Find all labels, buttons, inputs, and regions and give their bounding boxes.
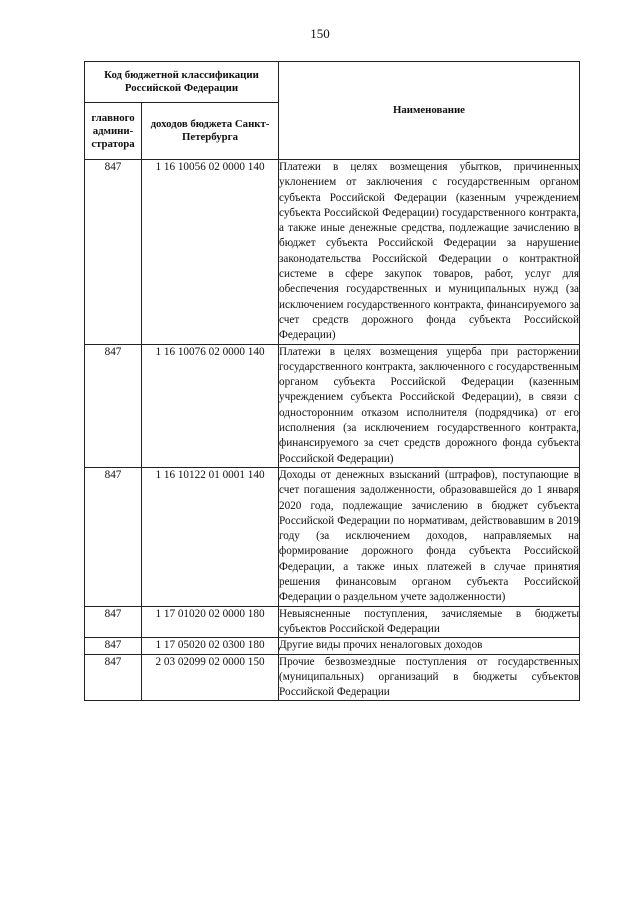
header-classification-code: Код бюджетной классификации Российской Федерации (85, 62, 279, 103)
row-description: Платежи в целях возмещения ущерба при расторжении государственного контракта, заключенного с государственным органом субъекта Российской Федерации (казенным учреждением субъекта Российской Федерации), в связи с односторонним отказом исполнителя (подрядчика) от его исполнения (за исключением государственного контракта, финансируемого за счет средств дорожного фонда субъекта Российской Федерации) (279, 344, 580, 467)
table-row (85, 606, 580, 638)
row-admin-code: 847 (85, 344, 142, 467)
row-description: Прочие безвозмездные поступления от государственных (муниципальных) организаций в бюджеты субъектов Российской Федерации (279, 654, 580, 701)
row-description: Платежи в целях возмещения убытков, причиненных уклонением от заключения с государственным органом субъекта Российской Федерации (казенным учреждением субъекта Российской Федерации) государственного контракта, а также иные денежные средства, подлежащие зачислению в бюджет субъекта Российской Федерации за нарушение законодательства Российской Федерации о контрактной системе в сфере закупок товаров, работ, услуг для обеспечения государственных и муниципальных нужд (за исключением государственного контракта, финансируемого за счет средств дорожного фонда субъекта Российской Федерации) (279, 160, 580, 345)
header-main-administrator: главного админи-стратора (85, 103, 142, 160)
row-admin-code: 847 (85, 606, 142, 638)
table-row (85, 467, 580, 606)
row-revenue-code: 1 16 10076 02 0000 140 (142, 344, 279, 467)
header-budget-revenue: доходов бюджета Санкт-Петербурга (142, 103, 279, 160)
table-header-row (85, 62, 580, 103)
row-admin-code: 847 (85, 160, 142, 345)
row-description: Невыясненные поступления, зачисляемые в бюджеты субъектов Российской Федерации (279, 606, 580, 638)
row-description: Другие виды прочих неналоговых доходов (279, 638, 580, 654)
row-revenue-code: 1 17 01020 02 0000 180 (142, 606, 279, 638)
row-revenue-code: 1 17 05020 02 0300 180 (142, 638, 279, 654)
table-row (85, 160, 580, 345)
row-admin-code: 847 (85, 638, 142, 654)
row-revenue-code: 2 03 02099 02 0000 150 (142, 654, 279, 701)
row-admin-code: 847 (85, 467, 142, 606)
row-description: Доходы от денежных взысканий (штрафов), поступающие в счет погашения задолженности, образовавшейся до 1 января 2020 года, подлежащие зачислению в бюджет субъекта Российской Федерации по нормативам, действовавшим в 2019 году (за исключением доходов, направляемых на формирование дорожного фонда субъекта Российской Федерации, а также иных платежей в случае принятия решения финансовым органом субъекта Российской Федерации о раздельном учете задолженности) (279, 467, 580, 606)
table-row (85, 654, 580, 701)
row-revenue-code: 1 16 10056 02 0000 140 (142, 160, 279, 345)
page-number: 150 (310, 26, 330, 41)
header-name: Наименование (279, 62, 580, 160)
table-row (85, 344, 580, 467)
row-revenue-code: 1 16 10122 01 0001 140 (142, 467, 279, 606)
budget-classification-table (84, 61, 580, 701)
table-row (85, 638, 580, 654)
row-admin-code: 847 (85, 654, 142, 701)
